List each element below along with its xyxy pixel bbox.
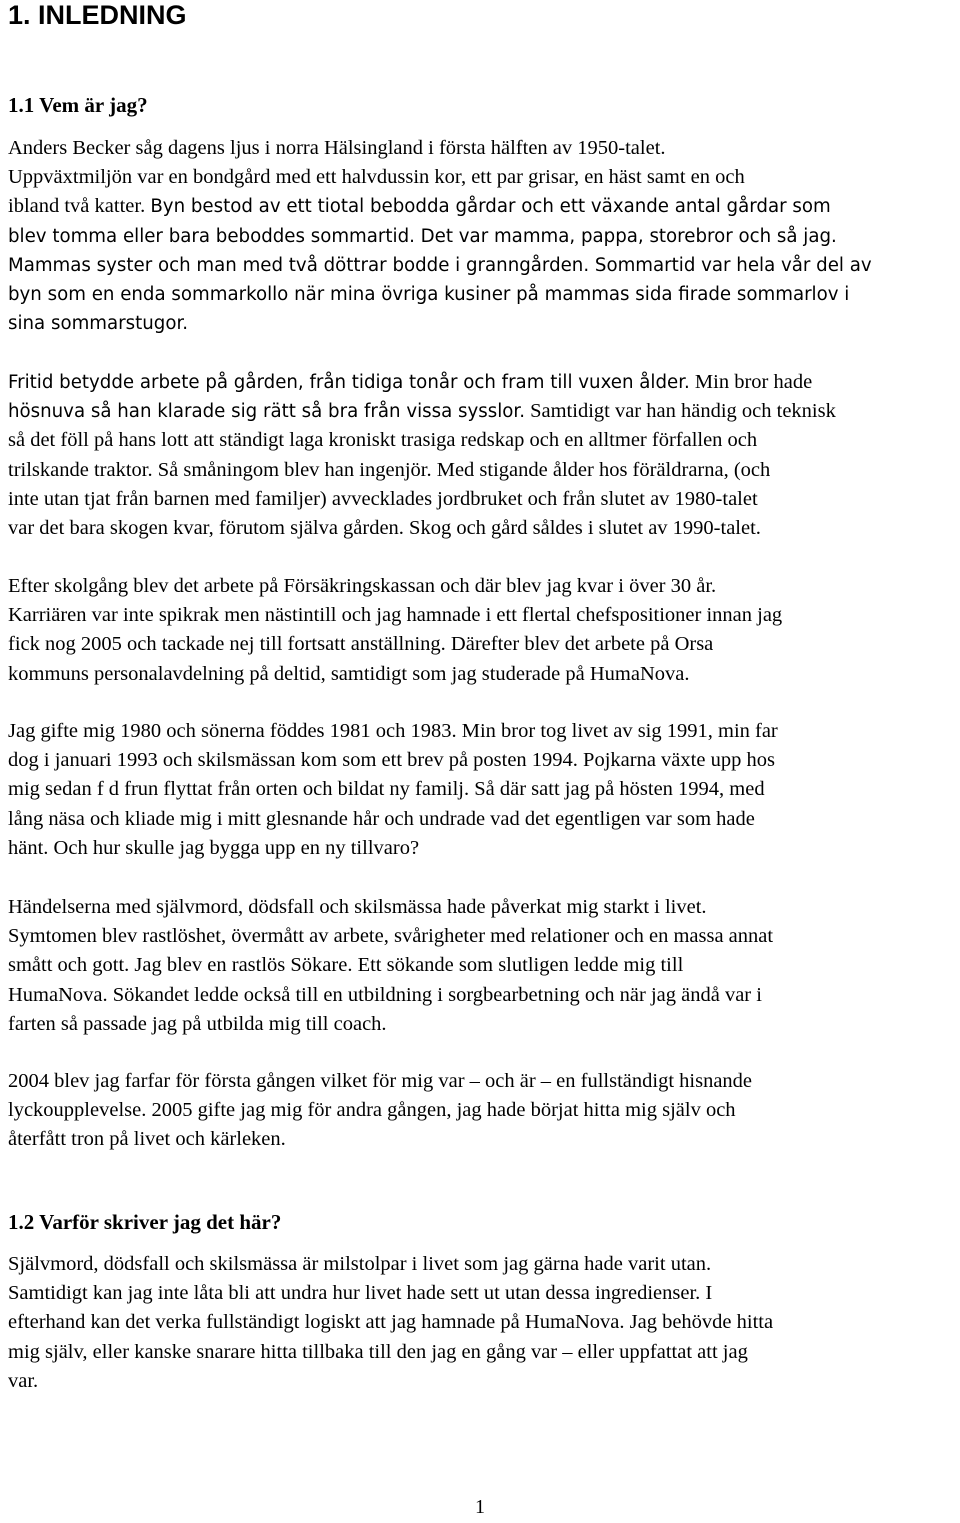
text-segment: Med stigande ålder hos föräldrarna, (och <box>431 458 771 481</box>
text-line: HumaNova. Sökandet ledde också till en utbildning i sorgbearbetning och när jag ändå var i <box>8 983 762 1006</box>
text-line: lyckoupplevelse. 2005 gifte jag mig för andra gången, jag hade börjat hitta mig själv och <box>8 1099 736 1122</box>
text-segment: Byn bestod av ett tiotal bebodda gårdar och ett växande antal gårdar som <box>150 196 831 218</box>
text-line: Jag gifte mig 1980 och sönerna föddes 1981 och 1983. Min bror tog livet av sig 1991, min far <box>8 720 778 742</box>
text-segment: Mammas syster och man med två döttrar bodde i granngården. <box>8 254 590 276</box>
text-line: farten så passade jag på utbilda mig till coach. <box>8 1012 387 1035</box>
text-line: Anders Becker såg dagens ljus i norra Hälsingland i första hälften av 1950-talet. <box>8 137 666 159</box>
text-line: fick nog 2005 och tackade nej till fortsatt anställning. Därefter blev det arbete på Orsa <box>8 633 714 656</box>
text-line: Händelserna med självmord, dödsfall och skilsmässa hade påverkat mig starkt i livet. <box>8 896 707 918</box>
text-line <box>8 192 956 221</box>
section-heading-why-write: 1.2 Varför skriver jag det här? <box>8 1210 282 1234</box>
text-line: byn som en enda sommarkollo när mina övriga kusiner på mammas sida firade sommarlov i <box>8 283 850 305</box>
paragraph-career <box>8 572 956 689</box>
text-line: Självmord, dödsfall och skilsmässa är milstolpar i livet som jag gärna hade varit utan. <box>8 1253 712 1275</box>
paragraph-why-write <box>8 1250 956 1396</box>
text-line: Symtomen blev rastlöshet, övermått av arbete, svårigheter med relationer och en massa annat <box>8 925 774 948</box>
text-line: Efter skolgång blev det arbete på Försäkringskassan och där blev jag kvar i över 30 år. <box>8 575 717 597</box>
text-line <box>8 368 956 397</box>
paragraph-farm-work <box>8 368 956 543</box>
text-line: återfått tron på livet och kärleken. <box>8 1128 286 1151</box>
text-line: var det bara skogen kvar, förutom själva gården. Skog och gård såldes i slutet av 1990-talet. <box>8 516 761 539</box>
chapter-heading: 1. INLEDNING <box>8 0 187 30</box>
text-line: Karriären var inte spikrak men nästintill och jag hamnade i ett flertal chefspositioner innan jag <box>8 604 783 627</box>
text-line <box>8 397 956 426</box>
paragraph-childhood <box>8 134 956 338</box>
text-segment: Fritid betydde arbete på gården, från tidiga tonår och fram till vuxen ålder. <box>8 372 690 393</box>
paragraph-seeker <box>8 893 956 1039</box>
text-line: Samtidigt kan jag inte låta bli att undra hur livet hade sett ut utan dessa ingredienser. I <box>8 1282 713 1305</box>
text-segment: ibland två katter. <box>8 195 151 218</box>
text-line: Uppväxtmiljön var en bondgård med ett halvdussin kor, ett par grisar, en häst samt en och <box>8 166 745 189</box>
text-segment: trilskande traktor. Så småningom blev han ingenjör. <box>8 458 432 481</box>
text-line: var. <box>8 1369 39 1392</box>
text-line: kommuns personalavdelning på deltid, samtidigt som jag studerade på HumaNova. <box>8 662 690 685</box>
text-line: 2004 blev jag farfar för första gången vilket för mig var – och är – en fullständigt hisnande <box>8 1070 753 1092</box>
text-segment: Sommartid var hela vår del av <box>589 254 872 276</box>
text-line: hänt. Och hur skulle jag bygga upp en ny tillvaro? <box>8 836 420 859</box>
text-line: sina sommarstugor. <box>8 313 189 335</box>
text-line <box>8 456 956 485</box>
paragraph-grandfather <box>8 1067 956 1155</box>
page-number: 1 <box>475 1496 485 1518</box>
text-line: blev tomma eller bara beboddes sommartid. Det var mamma, pappa, storebror och så jag. <box>8 225 837 247</box>
text-line: smått och gott. Jag blev en rastlös Sökare. Ett sökande som slutligen ledde mig till <box>8 954 684 977</box>
text-line: lång näsa och kliade mig i mitt glesnande hår och undrade vad det egentligen var som hade <box>8 807 755 830</box>
section-heading-who-am-i: 1.1 Vem är jag? <box>8 93 148 117</box>
text-line <box>8 251 956 280</box>
text-line: mig sedan f d frun flyttat från orten och bildat ny familj. Så där satt jag på hösten 1994, med <box>8 778 765 801</box>
text-line: dog i januari 1993 och skilsmässan kom som ett brev på posten 1994. Pojkarna växte upp hos <box>8 749 775 772</box>
paragraph-family-events <box>8 717 956 863</box>
text-segment: hösnuva så han klarade sig rätt så bra från vissa sysslor. <box>8 401 525 423</box>
text-segment: Samtidigt var han händig och teknisk <box>524 400 836 423</box>
text-line: inte utan tjat från barnen med familjer) avvecklades jordbruket och från slutet av 1980-talet <box>8 487 758 510</box>
text-segment: Min bror hade <box>689 371 813 393</box>
text-line: efterhand kan det verka fullständigt logiskt att jag hamnade på HumaNova. Jag behövde hitta <box>8 1311 774 1334</box>
text-line: mig själv, eller kanske snarare hitta tillbaka till den jag en gång var – eller uppfattat att jag <box>8 1340 748 1363</box>
text-line: så det föll på hans lott att ständigt laga kroniskt trasiga redskap och en alltmer förfallen och <box>8 429 758 452</box>
